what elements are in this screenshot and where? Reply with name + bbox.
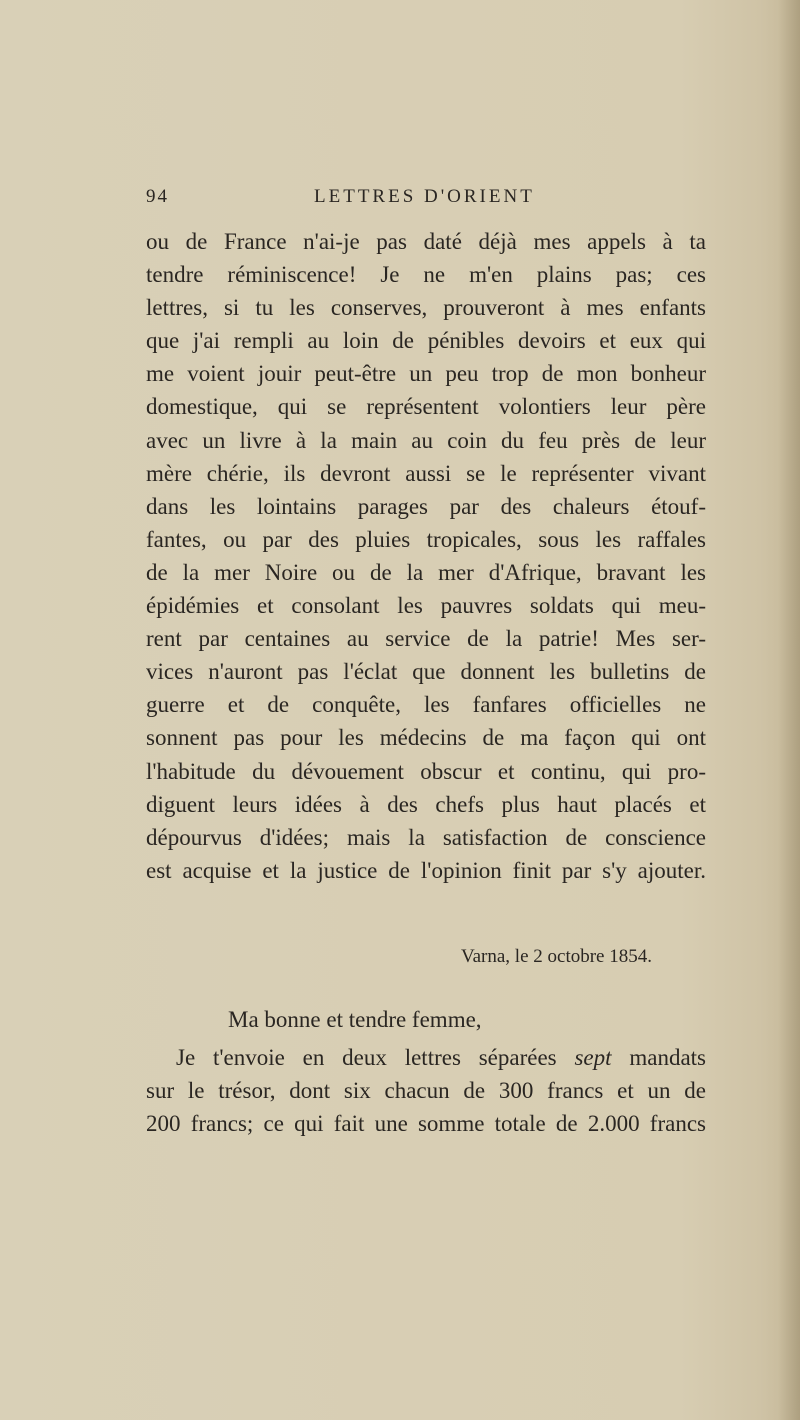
text-line: tendre réminiscence! Je ne m'en plains pas; ces [146,262,706,288]
text-line: sur le trésor, dont six chacun de 300 francs et un de [146,1078,706,1104]
text-line: ou de France n'ai-je pas daté déjà mes appels à ta [146,229,706,254]
text-line: dans les lointains parages par des chaleurs étouf- [146,493,706,519]
page-header [146,186,706,212]
text-line: dépourvus d'idées; mais la satisfaction de conscience [146,824,706,850]
text-line: avec un livre à la main au coin du feu près de leur [146,427,706,453]
paragraph [146,225,706,887]
text-line: me voient jouir peut-être un peu trop de mon bonheur [146,361,706,387]
text-line: 200 francs; ce qui fait une somme totale de 2.000 francs [146,1111,706,1137]
text-line: rent par centaines au service de la patrie! Mes ser- [146,626,706,652]
letter-body [146,1041,706,1140]
emphasized-word: sept [574,1045,612,1070]
page-number: 94 [146,186,169,207]
text-line: domestique, qui se représentent volontiers leur père [146,394,706,420]
text-line: sonnent pas pour les médecins de ma façon qui ont [146,725,706,751]
text-line: de la mer Noire ou de la mer d'Afrique, bravant les [146,559,706,585]
text-line: épidémies et consolant les pauvres soldats qui meu- [146,593,706,619]
running-title: LETTRES D'ORIENT [314,186,535,207]
text-line: guerre et de conquête, les fanfares officielles ne [146,692,706,718]
text-line: mère chérie, ils devront aussi se le représenter vivant [146,460,706,486]
text-line: fantes, ou par des pluies tropicales, sous les raffales [146,526,706,552]
text-line: est acquise et la justice de l'opinion finit par s'y ajouter. [146,857,706,883]
text-line: diguent leurs idées à des chefs plus haut placés et [146,791,706,817]
letter-salutation: Ma bonne et tendre femme, [228,1007,482,1032]
page-edge-shadow [778,0,800,1420]
text-line: vices n'auront pas l'éclat que donnent les bulletins de [146,659,706,685]
text-line: Je t'envoie en deux lettres séparées sept mandats [176,1045,706,1070]
text-line: lettres, si tu les conserves, prouveront à mes enfants [146,295,706,321]
letter-dateline: Varna, le 2 octobre 1854. [461,946,652,967]
text-line: l'habitude du dévouement obscur et continu, qui pro- [146,758,706,784]
text-line: que j'ai rempli au loin de pénibles devoirs et eux qui [146,328,706,354]
